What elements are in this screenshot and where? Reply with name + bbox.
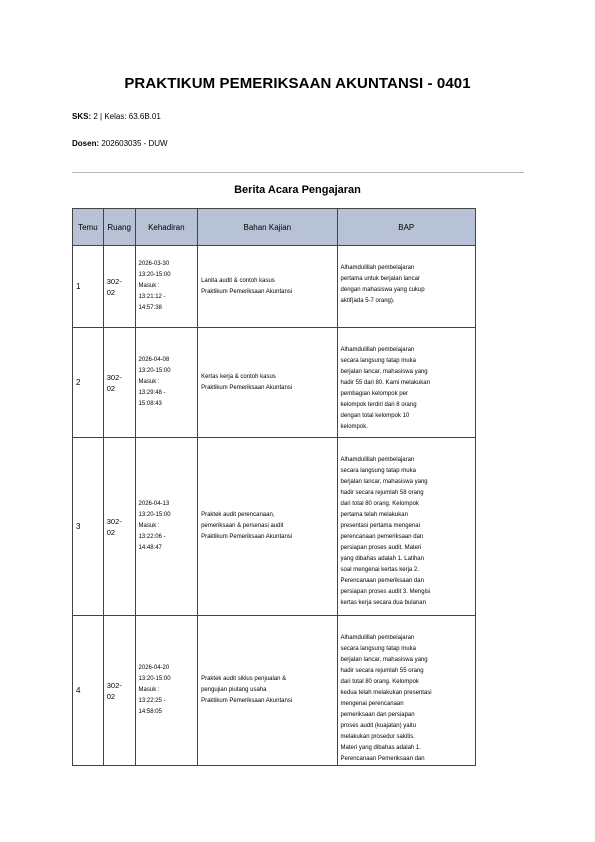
- sks-value: 2 | Kelas: 63.6B.01: [91, 112, 161, 121]
- kehadiran-text: 2026-03-30 13:20-15:00 Masuk : 13:21:12 - 14:57:38: [138, 261, 171, 311]
- bap-text: Alhamdulillah pembelajaran pertama untuk berjalan lancar dengan mahasiswa yang cukup aktif(ada 5-7 orang).: [340, 265, 425, 304]
- table-row: [73, 616, 476, 766]
- cell-bap: [337, 616, 475, 766]
- header-bahan-kajian: Bahan Kajian: [198, 209, 337, 246]
- cell-kehadiran: [135, 246, 198, 328]
- bahan-text: Praktek audit perencanaan, pemeriksaan & persenasi audit Praktikum Pemeriksaan Akuntansi: [201, 512, 293, 540]
- dosen-value: 202603035 - DUW: [99, 139, 168, 148]
- cell-bahan: [198, 328, 337, 438]
- header-temu: Temu: [73, 209, 104, 246]
- kehadiran-text: 2026-04-13 13:20-15:00 Masuk : 13:22:06 - 14:48:47: [138, 501, 171, 551]
- ruang-text: 302- 02: [106, 372, 122, 393]
- cell-bahan: [198, 246, 337, 328]
- header-bap: BAP: [337, 209, 475, 246]
- course-meta-sks: [72, 112, 161, 121]
- cell-bap: [337, 438, 475, 616]
- cell-ruang: [103, 246, 135, 328]
- cell-bap: [337, 246, 475, 328]
- cell-temu: 2: [73, 328, 104, 438]
- bap-text: Alhamdulillah pembelajaran secara langsung tatap muka berjalan lancar, mahasiswa yang hadir 55 dari 80. Kami melakukan pembagian kelompok per kelompok terdiri dari 8 orang dengan total kelompok 10 kelompok.: [340, 347, 430, 430]
- ruang-text: 302- 02: [106, 276, 122, 297]
- cell-ruang: [103, 328, 135, 438]
- bahan-text: Lanita audit & contoh kasus Praktikum Pemeriksaan Akuntansi: [201, 277, 293, 295]
- cell-ruang: [103, 616, 135, 766]
- table-row: [73, 246, 476, 328]
- divider: [72, 172, 524, 173]
- bap-text: Alhamdulillah pembelajaran secara langsung tatap muka berjalan lancar, mahasiswa yang hadir secara rejumlah 55 orang dari total 80 orang. Kelompok kedua telah melakukan presentasi mengenai perencanaan pemeriksaan dan persiapan proses audit (kuajatan) yaitu melakukan prosedur sakitis. Materi yang dibahas adalah 1. Perencanaan Pemeriksaan dan: [340, 635, 432, 762]
- cell-temu: 1: [73, 246, 104, 328]
- sks-label: SKS:: [72, 112, 92, 121]
- dosen-label: Dosen:: [72, 139, 100, 148]
- bap-table: [72, 208, 476, 766]
- course-meta-dosen: [72, 139, 168, 148]
- bahan-text: Kertas kerja & contoh kasus Praktikum Pemeriksaan Akuntansi: [201, 373, 293, 391]
- cell-bahan: [198, 616, 337, 766]
- cell-bap: [337, 328, 475, 438]
- ruang-text: 302- 02: [106, 516, 122, 537]
- cell-ruang: [103, 438, 135, 616]
- cell-temu: 3: [73, 438, 104, 616]
- cell-kehadiran: [135, 616, 198, 766]
- header-ruang: Ruang: [103, 209, 135, 246]
- cell-temu: 4: [73, 616, 104, 766]
- cell-bahan: [198, 438, 337, 616]
- bahan-text: Praktek audit siklus penjualan & pengujian piutang usaha Praktikum Pemeriksaan Akuntansi: [201, 676, 293, 704]
- table-header-row: [73, 209, 476, 246]
- section-title: Berita Acara Pengajaran: [234, 184, 361, 196]
- bap-text: Alhamdulillah pembelajaran secara langsung tatap muka berjalan lancar, mahasiswa yang hadir secara rejumlah 58 orang dari total 80 orang. Kelompok pertama telah melakukan presentasi pertama mengenai perencanaan pemeriksaan dan persiapan proses audit. Materi yang dibahas adalah 1. Latihan soal mengenai kertas kerja 2. Perencanaan pemeriksaan dan persiapan proses audit 3. Mengisi kertas kerja secara dua bulanan: [340, 457, 431, 606]
- table-row: [73, 438, 476, 616]
- ruang-text: 302- 02: [106, 680, 122, 701]
- kehadiran-text: 2026-04-08 13:20-15:00 Masuk : 13:29:48 - 15:08:43: [138, 357, 171, 407]
- cell-kehadiran: [135, 328, 198, 438]
- kehadiran-text: 2026-04-20 13:20-15:00 Masuk : 13:22:25 - 14:58:05: [138, 665, 171, 715]
- document-title: PRAKTIKUM PEMERIKSAAN AKUNTANSI - 0401: [124, 75, 471, 92]
- table-row: [73, 328, 476, 438]
- cell-kehadiran: [135, 438, 198, 616]
- header-kehadiran: Kehadiran: [135, 209, 198, 246]
